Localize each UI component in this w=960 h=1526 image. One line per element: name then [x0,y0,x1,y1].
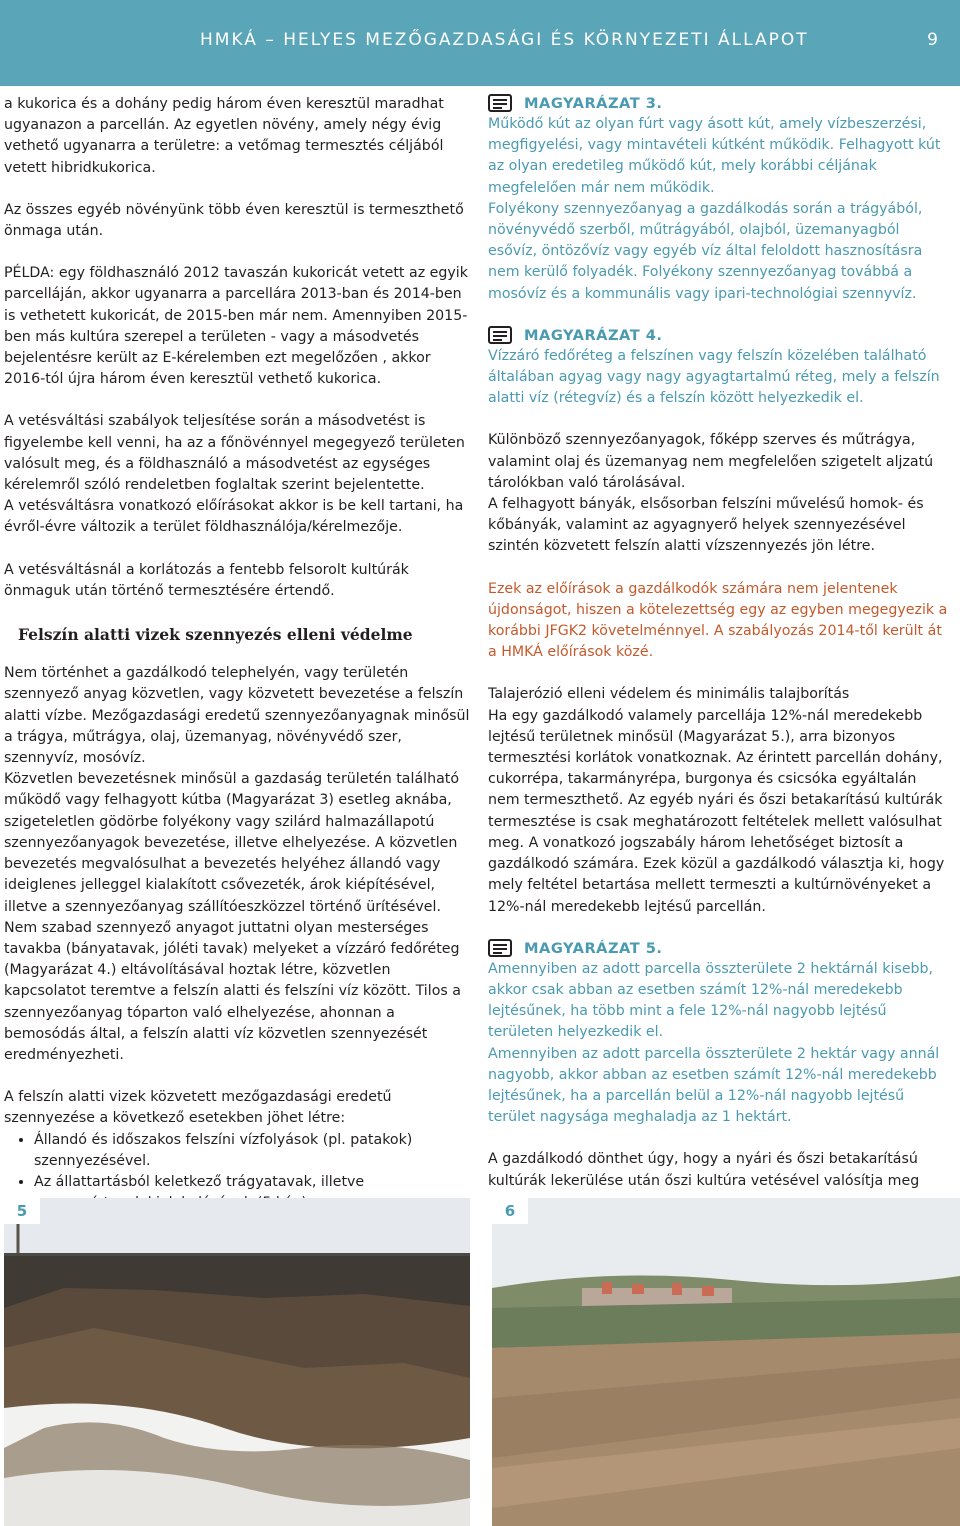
list-item: • Az állattartásból keletkező trágyatavak, illetve [34,1172,470,1214]
sloped-field-image [492,1198,960,1526]
paragraph: Különböző szennyezőanyagok, főképp szerves és műtrágya, valamint olaj és üzemanyag nem megfelelően szigetelt aljzatú tárolókban való tárolásával. [488,432,934,491]
left-column [4,94,470,1214]
callout-heading-4 [488,326,952,346]
paragraph: Közvetlen bevezetésnek minősül a gazdaság területén található működő vagy felhagyott kútba (Magyarázat 3) esetleg aknába, szigeteletlen gödörbe folyékony vagy szilárd halmazállapotú szennyezőanyagok bevezetése, illetve elhelyezése. A közvetlen bevezetés megvalósulhat a bevezetés helyéhez állandó vagy ideiglenes jelleggel kialakított csővezeték, árok kiépítésével, illetve a szennyezőanyag szállítóeszközzel történő ürítésével. [4,771,460,915]
section-heading: Felszín alatti vizek szennyezés elleni védelme [18,625,413,645]
document-lines-icon [488,939,514,959]
manure-pile-image [4,1198,470,1526]
document-lines-icon [488,94,514,114]
callout-title: MAGYARÁZAT 3. [524,95,663,112]
photo-number: 6 [492,1198,528,1224]
document-lines-icon [488,326,514,346]
paragraph: A felszín alatti vizek közvetett mezőgazdasági eredetű szennyezése a következő esetekben jöhet létre: [4,1089,392,1127]
photo-number: 5 [4,1198,40,1224]
right-column [488,94,952,1192]
paragraph: Az összes egyéb növényünk több éven keresztül is termeszthető önmaga után. [4,201,464,240]
page-number: 9 [927,30,938,50]
callout-text: Működő kút az olyan fúrt vagy ásott kút, amely vízbeszerzési, megfigyelési, vagy mintavételi kútként működik. Felhagyott kút az olyan eredetileg működő kút, mely korábbi céljának megfelelően már nem működik. [488,116,941,196]
callout-title: MAGYARÁZAT 5. [524,939,663,957]
example-paragraph: PÉLDA: egy földhasználó 2012 tavaszán kukoricát vetett az egyik parcelláján, akkor ugyanarra a parcellára 2013-ban és 2014-ben is vethetett kukoricát, de 2015-ben már nem. Amennyiben 2015-ben más kultúra szerepel a területen - vagy a másodvetés bejelentésre került az E-kérelemben ezt megelőzően , akkor 2016-tól újra három éven keresztül vethető kukorica. [4,265,468,388]
callout-title: MAGYARÁZAT 4. [524,326,663,344]
callout-text: Amennyiben az adott parcella összterülete 2 hektár vagy annál nagyobb, akkor abban az esetben számít 12%-nál meredekebb lejtésűnek, ha a parcellán belül a 12%-nál nagyobb lejtésű terület nagysága meghaladja az 1 hektárt. [488,1045,940,1126]
list-item: • Állandó és időszakos felszíni vízfolyások (pl. patakok) szennyezésével. [34,1130,470,1172]
paragraph: Nem történhet a gazdálkodó telephelyén, vagy területén szennyező anyag közvetlen, vagy közvetett bevezetése a felszín alatti vízbe. Mezőgazdasági eredetű szennyezőanyagnak minősül a trágya, műtrágya, olaj, üzemanyag, növényvédő szer, szennyvíz, mosóvíz. [4,665,470,767]
photo-sloped-field [492,1198,960,1526]
paragraph: Ha egy gazdálkodó valamely parcellája 12%-nál meredekebb lejtésű területnek minősül (Magyarázat 5.), arra bizonyos termesztési korlátok vonatkoznak. Az érintett parcellán dohány, cukorrépa, takarmányrépa, burgonya és csicsóka egyáltalán nem termeszthető. Az egyéb nyári és őszi betakarítású kultúrák termesztése is csak meghatározott feltételek mellett valósulhat meg. A vonatkozó jogszabály három lehetőséget biztosít a gazdálkodó számára. Ezek közül a gazdálkodó választja ki, hogy mely feltétel betartása mellett termeszti a kultúrnövényeket a 12%-nál meredekebb lejtésű parcellán. [488,707,945,915]
page-header [0,0,960,86]
highlight-paragraph: Ezek az előírások a gazdálkodók számára nem jelentenek újdonságot, hiszen a kötelezettség egy az egyben megegyezik a korábbi JFGK2 követelménnyel. A szabályozás 2014-től került át a HMKÁ előírások közé. [488,580,948,661]
callout-heading-5 [488,939,952,959]
section-title: Talajerózió elleni védelem és minimális talajborítás [488,686,850,703]
paragraph: Nem szabad szennyező anyagot juttatni olyan mesterséges tavakba (bányatavak, jóléti tavak) melyeket a vízzáró fedőréteg (Magyarázat 4.) eltávolításával hoztak létre, közvetlen kapcsolatot teremtve a felszín alatti és felszíni víz között. Tilos a szennyezőanyag tóparton való elhelyezése, ahonnan a bemosódás által, a felszín alatti víz közvetlen szennyezését eredményezheti. [4,919,461,1063]
paragraph: A vetésváltásnál a korlátozás a fentebb felsorolt kultúrák önmaguk után történő termesztésére értendő. [4,561,409,599]
paragraph: A felhagyott bányák, elsősorban felszíni művelésű homok- és kőbányák, valamint az agyagnyerő helyek szennyezésével szintén közvetett felszín alatti vízszennyezés jön létre. [488,496,924,555]
callout-heading-3 [488,94,952,114]
callout-text: Amennyiben az adott parcella összterülete 2 hektárnál kisebb, akkor csak abban az esetben számít 12%-nál meredekebb lejtésűnek, ha több mint a fele 12%-nál nagyobb lejtésű területen helyezkedik el. [488,960,934,1041]
header-title: HMKÁ – HELYES MEZŐGAZDASÁGI ÉS KÖRNYEZETI ÁLLAPOT [200,30,809,50]
paragraph: A vetésváltási szabályok teljesítése során a másodvetést is figyelembe kell venni, ha az a főnövénnyel megegyező területen valósult meg, és a földhasználó a másodvetést az egységes kérelemről szóló rendeletben foglaltak szerint bejelentette. [4,413,465,494]
callout-text: Folyékony szennyezőanyag a gazdálkodás során a trágyából, növényvédő szerből, műtrágyából, olajból, üzemanyagból esővíz, öntözővíz vagy egyéb víz által feloldott hasznosításra nem kerülő folyadék. Folyékony szennyezőanyag továbbá a mosóvíz és a kommunális vagy ipari-technológiai szennyvíz. [488,200,923,302]
paragraph: a kukorica és a dohány pedig három éven keresztül maradhat ugyanazon a parcellán. Az egyetlen növény, amely négy évig vethető ugyanarra a területre: a vetőmag termesztés céljából vetett hibridkukorica. [4,96,444,176]
callout-text: Vízzáró fedőréteg a felszínen vagy felszín közelében található általában agyag vagy nagy agyagtartalmú réteg, mely a felszín alatti víz (rétegvíz) és a felszín között helyezkedik el. [488,347,940,407]
paragraph: A vetésváltásra vonatkozó előírásokat akkor is be kell tartani, ha évről-évre változik a terület földhasználója/kérelmezője. [4,498,464,536]
paragraph: A gazdálkodó dönthet úgy, hogy a nyári és őszi betakarítású kultúrák lekerülése után őszi kultúra vetésével valósítja meg [488,1151,920,1189]
photo-manure-pile [4,1198,470,1526]
